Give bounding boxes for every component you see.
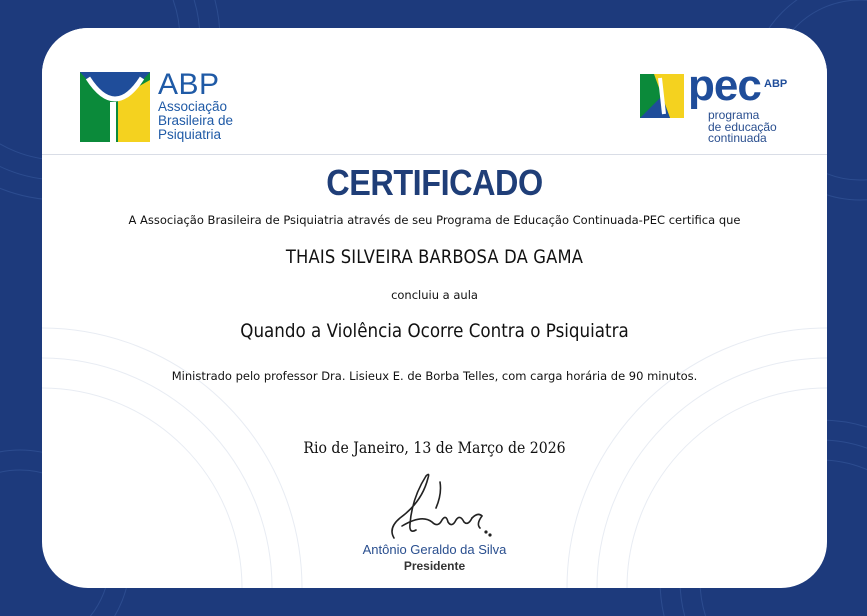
abp-logo [80,68,240,148]
certificate-title: CERTIFICADO [326,162,543,203]
pec-word: pec [688,61,761,110]
abp-logo-icon [80,72,150,142]
abp-line-1: Associação [158,99,228,114]
pec-logo-icon [640,74,684,118]
place-date: Rio de Janeiro, 13 de Março de 2026 [303,438,566,457]
lesson-title: Quando a Violência Ocorre Contra o Psiquiatra [240,320,629,342]
abp-line-2: Brasileira de [158,113,234,128]
pec-abp-tag: ABP [764,78,788,90]
pec-line-1: programa [708,108,760,122]
signature-icon [382,468,497,546]
concluded-text: concluiu a aula [391,288,478,302]
abp-line-3: Psiquiatria [158,127,222,142]
recipient-name: THAIS SILVEIRA BARBOSA DA GAMA [285,246,584,268]
pec-line-2: de educação [708,119,777,134]
signer-name: Antônio Geraldo da Silva [362,542,507,557]
pec-line-3: continuada [708,131,767,145]
signer-role: Presidente [403,559,466,573]
intro-text: A Associação Brasileira de Psiquiatria através de seu Programa de Educação Continuada-PEC certifica que [128,213,741,227]
certificate-card [42,28,827,588]
pec-logo [640,61,800,150]
abp-title: ABP [158,68,220,101]
header-band [42,28,827,155]
ministered-text: Ministrado pelo professor Dra. Lisieux E. de Borba Telles, com carga horária de 90 minutos. [171,369,698,383]
